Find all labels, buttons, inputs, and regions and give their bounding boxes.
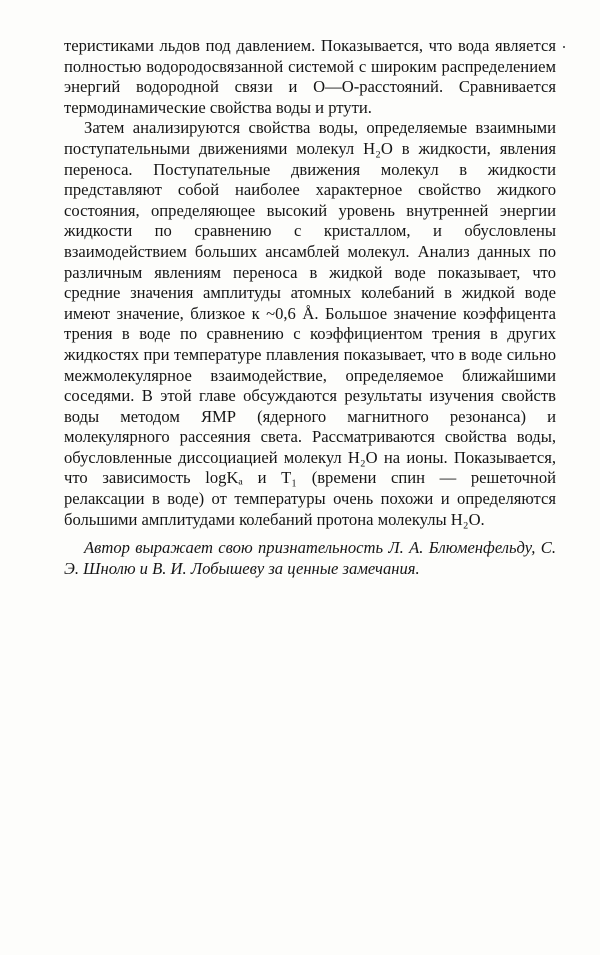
- paragraph-analysis: Затем анализируются свойства воды, определяемые взаимными поступательными движениями молекул H₂O в жидкости, явления переноса. Поступательные движения молекул в жидкости представляют собой наиболее характерное свойство жидкого состояния, определяющее высокий уровень внутренней энергии жидкости по сравнению с кристаллом, и обусловлены взаимодействием больших ансамблей молекул. Анализ данных по различным явлениям переноса в жидкой воде показывает, что средние значения амплитуды атомных колебаний в жидкой воде имеют значение, близкое к ~0,6 Å. Большое значение коэффицента трения в воде по сравнению с коэффициентом трения в других жидкостях при температуре плавления показывает, что в воде сильно межмолекулярное взаимодействие, определяемое ближайшими соседями. В этой главе обсуждаются результаты изучения свойств воды методом ЯМР (ядерного магнитного резонанса) и молекулярного рассеяния света. Рассматриваются свойства воды, обусловленные диссоциацией молекул H₂O на ионы. Показывается, что зависимость logKₐ и T₁ (времени спин — решеточной релаксации в воде) от температуры очень похожи и определяются большими амплитудами колебаний протона молекулы H₂O.: [64, 118, 556, 529]
- body-text: [64, 36, 556, 530]
- margin-dot: [563, 46, 565, 48]
- acknowledgement: Автор выражает свою признательность Л. А. Блюменфельду, С. Э. Шнолю и В. И. Лобышеву за ценные замечания.: [64, 538, 556, 578]
- paragraph-continuation: теристиками льдов под давлением. Показывается, что вода является полностью водородосвязанной системой с широким распределением энергий водородной связи и O—O-расстояний. Сравнивается термодинамические свойства воды и ртути.: [64, 36, 556, 117]
